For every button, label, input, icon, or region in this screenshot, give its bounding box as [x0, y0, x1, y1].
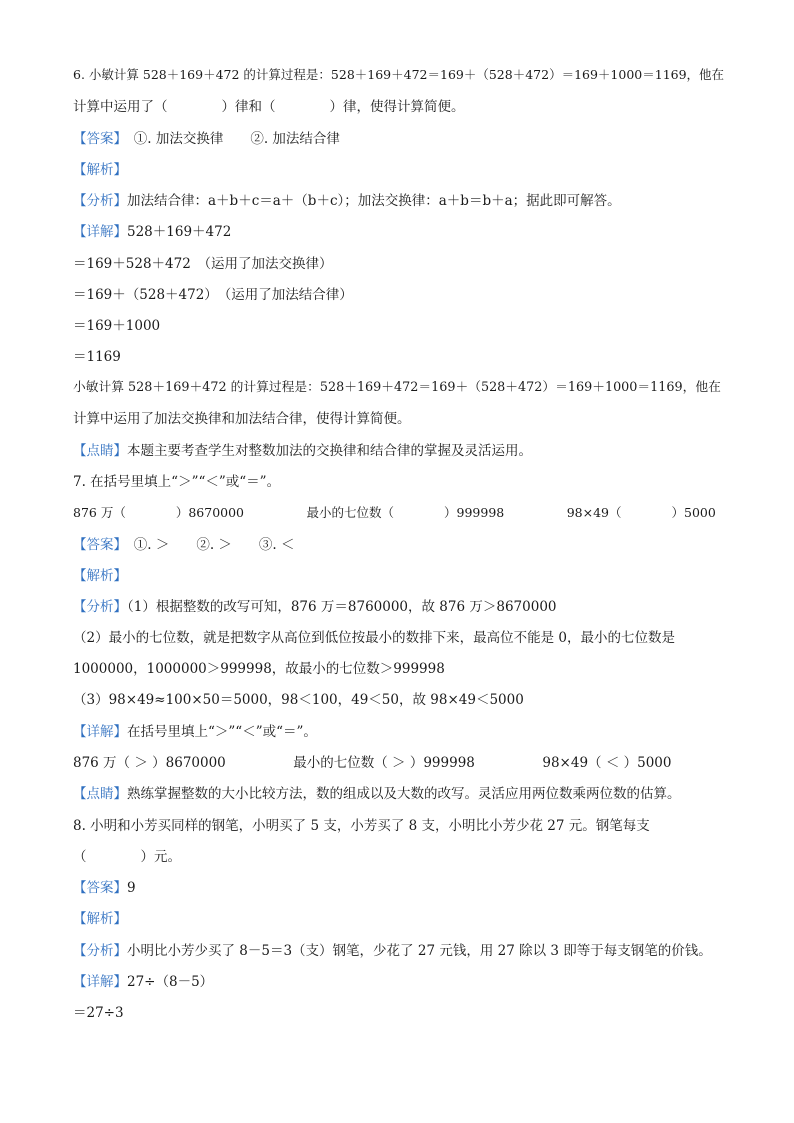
q6-fenxi [73, 192, 621, 210]
q8-answer [73, 879, 136, 897]
q6-summary-line1: 小敏计算 528＋169＋472 的计算过程是：528＋169＋472＝169＋（528＋472）＝169＋1000＝1169，他在 [73, 380, 721, 395]
q8-step1: ＝27÷3 [73, 1005, 124, 1021]
q6-answer [73, 130, 340, 148]
q7-dianjing [73, 785, 681, 803]
answer-text: ①. ＞ ②. ＞ ③. ＜ [120, 537, 295, 553]
q8-analysis-tag: 【解析】 [73, 911, 127, 927]
xiangjie-tag: 【详解】 [73, 224, 127, 240]
answer-tag: 【答案】 [73, 880, 127, 896]
xiangjie-tag: 【详解】 [73, 974, 127, 990]
fenxi-tag: 【分析】 [73, 599, 127, 615]
dianjing-tag: 【点睛】 [73, 443, 127, 459]
q6-dianjing [73, 442, 532, 460]
answer-tag: 【答案】 [73, 537, 121, 553]
dianjing-text: 熟练掌握整数的大小比较方法，数的组成以及大数的改写。灵活应用两位数乘两位数的估算。 [127, 786, 681, 802]
q6-analysis-tag: 【解析】 [73, 162, 127, 178]
q6-xiangjie [73, 223, 231, 241]
q8-fenxi [73, 942, 712, 960]
q7-part2-line1: （2）最小的七位数，就是把数字从高位到低位按最小的数排下来，最高位不能是 0，最小的七位数是 [73, 630, 675, 646]
fenxi-text: 小明比小芳少买了 8－5＝3（支）钢笔，少花了 27 元钱，用 27 除以 3 即等于每支钢笔的价钱。 [127, 943, 712, 959]
q7-xiangjie [73, 723, 317, 741]
fenxi-tag: 【分析】 [73, 193, 127, 209]
q6-step4: ＝1169 [73, 349, 121, 365]
xiangjie-text: 528＋169＋472 [127, 224, 232, 240]
answer-text: 9 [127, 880, 136, 896]
xiangjie-text: 在括号里填上“＞”“＜”或“＝”。 [127, 724, 317, 740]
answer-tag: 【答案】 [73, 131, 121, 147]
q8-xiangjie [73, 973, 213, 991]
q7-result: 876 万（ ＞ ）8670000 最小的七位数（ ＞ ）999998 98×49（ ＜ ）5000 [73, 755, 672, 771]
xiangjie-tag: 【详解】 [73, 724, 127, 740]
fenxi-text: 加法结合律：a＋b＋c＝a＋（b＋c）；加法交换律：a＋b＝b＋a；据此即可解答。 [127, 193, 621, 209]
q7-part3: （3）98×49≈100×50＝5000，98＜100，49＜50，故 98×49＜5000 [73, 692, 524, 708]
q6-stem-line2: 计算中运用了（ ）律和（ ）律，使得计算简便。 [73, 99, 465, 115]
fenxi-text: （1）根据整数的改写可知，876 万＝8760000，故 876 万＞8670000 [127, 599, 557, 615]
q8-stem-line1: 8. 小明和小芳买同样的钢笔，小明买了 5 支，小芳买了 8 支，小明比小芳少花 27 元。钢笔每支 [73, 818, 650, 834]
q6-step3: ＝169＋1000 [73, 318, 161, 334]
q6-stem-line1: 6. 小敏计算 528＋169＋472 的计算过程是：528＋169＋472＝169＋（528＋472）＝169＋1000＝1169，他在 [73, 67, 725, 82]
q7-analysis-tag: 【解析】 [73, 568, 127, 584]
q6-step1: ＝169＋528＋472 （运用了加法交换律） [73, 256, 333, 272]
q7-stem-line2: 876 万（ ）8670000 最小的七位数（ ）999998 98×49（ ）5000 [73, 505, 716, 520]
q7-fenxi [73, 598, 557, 616]
q8-stem-line2: （ ）元。 [73, 849, 181, 865]
fenxi-tag: 【分析】 [73, 943, 127, 959]
q6-summary-line2: 计算中运用了加法交换律和加法结合律，使得计算简便。 [73, 411, 411, 427]
q7-part2-line2: 1000000，1000000＞999998，故最小的七位数＞999998 [73, 661, 445, 677]
xiangjie-text: 27÷（8－5） [127, 974, 214, 990]
q7-answer [73, 536, 295, 554]
q7-stem-line1: 7. 在括号里填上“＞”“＜”或“＝”。 [73, 474, 281, 490]
dianjing-text: 本题主要考查学生对整数加法的交换律和结合律的掌握及灵活运用。 [127, 443, 532, 459]
answer-text: ①. 加法交换律 ②. 加法结合律 [120, 131, 340, 147]
dianjing-tag: 【点睛】 [73, 786, 127, 802]
q6-step2: ＝169＋（528＋472） （运用了加法结合律） [73, 287, 353, 303]
